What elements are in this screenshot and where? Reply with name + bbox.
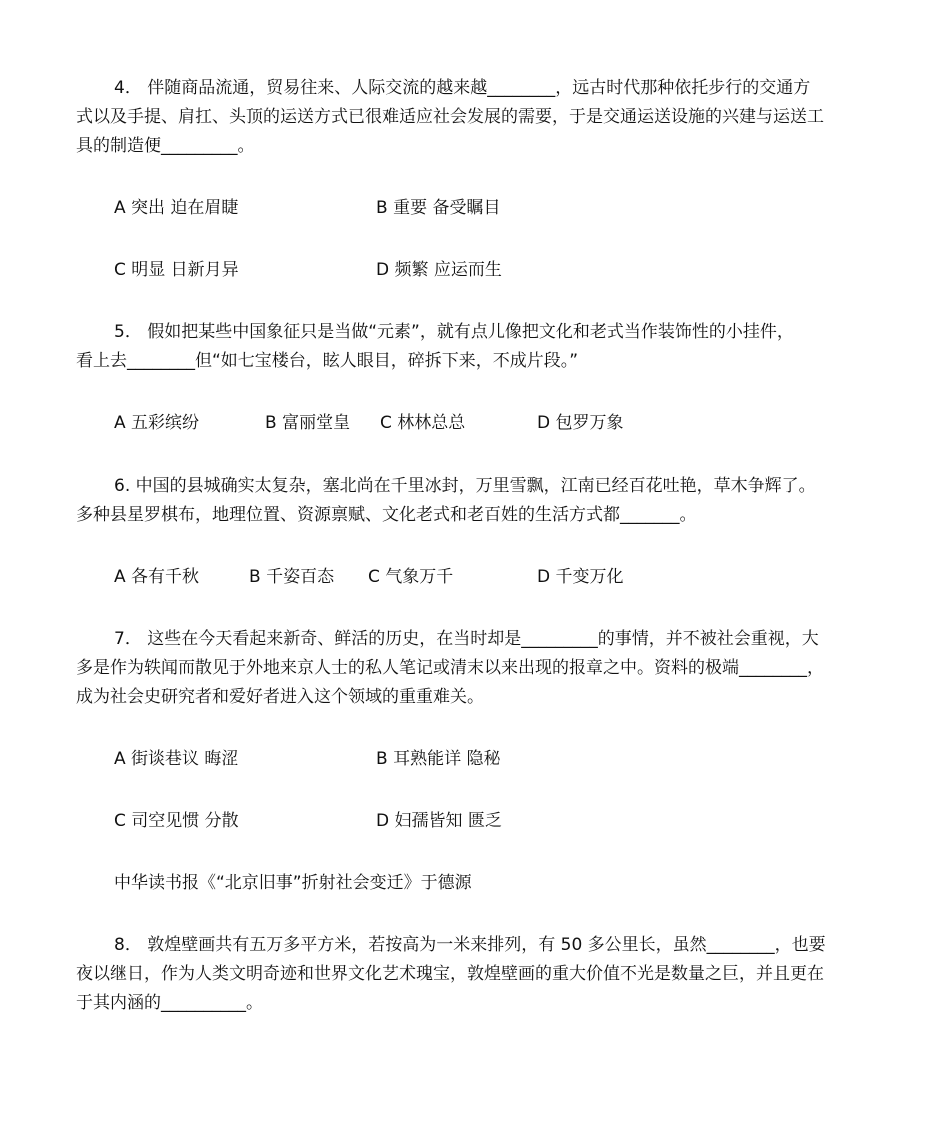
q8-line-1: 8． 敦煌壁画共有五万多平方米，若按高为一米来排列，有 50 多公里长，虽然________，也要 — [114, 935, 826, 955]
q5-option-a: A 五彩缤纷 — [114, 413, 200, 433]
q5-option-c: C 林林总总 — [380, 413, 466, 433]
q7-option-b: B 耳熟能详 隐秘 — [376, 749, 501, 769]
q8-line-3: 于其内涵的__________。 — [76, 993, 263, 1013]
q6-line-2: 多种县星罗棋布，地理位置、资源禀赋、文化老式和老百姓的生活方式都_______。 — [76, 505, 697, 525]
q6-option-c: C 气象万千 — [368, 567, 454, 587]
q7-line-2: 多是作为轶闻而散见于外地来京人士的私人笔记或清末以来出现的报章之中。资料的极端________， — [76, 658, 824, 678]
q5-option-d: D 包罗万象 — [537, 413, 624, 433]
q6-line-1: 6. 中国的县城确实太复杂，塞北尚在千里冰封，万里雪飘，江南已经百花吐艳，草木争辉了。 — [114, 476, 816, 496]
q7-option-d: D 妇孺皆知 匮乏 — [376, 811, 502, 831]
q4-option-d: D 频繁 应运而生 — [376, 260, 502, 280]
q4-line-3: 具的制造便_________。 — [76, 136, 255, 156]
q4-option-a: A 突出 迫在眉睫 — [114, 198, 239, 218]
q5-line-1: 5． 假如把某些中国象征只是当做“元素”，就有点儿像把文化和老式当作装饰性的小挂件， — [114, 322, 794, 342]
q6-option-a: A 各有千秋 — [114, 567, 200, 587]
q7-line-1: 7． 这些在今天看起来新奇、鲜活的历史，在当时却是_________的事情，并不被社会重视，大 — [114, 629, 819, 649]
q4-line-2: 式以及手提、肩扛、头顶的运送方式已很难适应社会发展的需要，于是交通运送设施的兴建与运送工 — [76, 107, 824, 127]
q7-option-a: A 街谈巷议 晦涩 — [114, 749, 239, 769]
q7-line-3: 成为社会史研究者和爱好者进入这个领域的重重难关。 — [76, 687, 484, 707]
q6-option-b: B 千姿百态 — [249, 567, 335, 587]
q7-option-c: C 司空见惯 分散 — [114, 811, 239, 831]
q8-line-2: 夜以继日，作为人类文明奇迹和世界文化艺术瑰宝，敦煌壁画的重大价值不光是数量之巨，并且更在 — [76, 964, 824, 984]
source-citation: 中华读书报《“北京旧事”折射社会变迁》于德源 — [114, 873, 472, 893]
q5-line-2: 看上去________但“如七宝楼台，眩人眼目，碎拆下来，不成片段。” — [76, 351, 579, 371]
q4-line-1: 4． 伴随商品流通，贸易往来、人际交流的越来越________，远古时代那种依托步行的交通方 — [114, 78, 811, 98]
q5-option-b: B 富丽堂皇 — [265, 413, 351, 433]
q6-option-d: D 千变万化 — [537, 567, 624, 587]
q4-option-b: B 重要 备受瞩目 — [376, 198, 501, 218]
q4-option-c: C 明显 日新月异 — [114, 260, 239, 280]
